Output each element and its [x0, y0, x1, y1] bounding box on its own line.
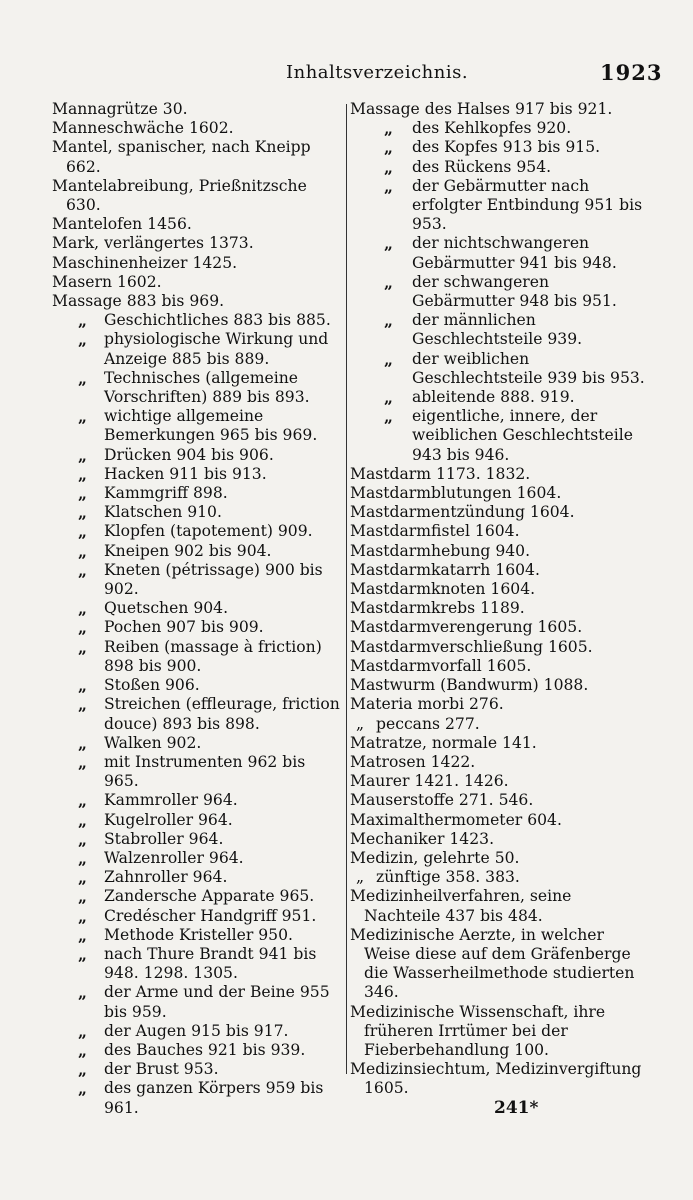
index-subentry-text: der Brust 953. [104, 1060, 219, 1079]
index-subentry [350, 350, 650, 388]
running-head [0, 60, 693, 88]
index-entry: Mantelofen 1456. [52, 215, 192, 234]
ditto-mark: „ [78, 1060, 87, 1080]
index-entry: Medizinsiechtum, Medizinvergiftung 1605. [350, 1060, 642, 1098]
ditto-mark: „ [78, 848, 87, 868]
ditto-mark: „ [356, 868, 365, 887]
index-subentry-text: Klatschen 910. [104, 503, 222, 522]
index-entry: Mastdarmverengerung 1605. [350, 618, 583, 637]
index-entry: Medizin, gelehrte 50. [350, 848, 520, 867]
index-subentry-text: des Bauches 921 bis 939. [104, 1040, 306, 1059]
ditto-mark: „ [384, 176, 393, 196]
index-subentry [52, 1079, 342, 1117]
index-subentry-text: Kneten (pétrissage) 900 bis 902. [104, 560, 323, 599]
index-subentry [52, 734, 342, 753]
index-subentry [52, 465, 342, 484]
ditto-mark: „ [78, 695, 87, 715]
ditto-mark: „ [78, 1079, 87, 1099]
ditto-mark: „ [78, 944, 87, 964]
index-subentry [52, 1022, 342, 1041]
ditto-mark: „ [78, 733, 87, 753]
ditto-mark: „ [78, 407, 87, 427]
index-subentry [350, 234, 650, 272]
index-subentry [350, 273, 650, 311]
index-subentry-text: der weiblichen Geschlechtsteile 939 bis 953. [412, 349, 645, 387]
index-entry: Mastdarmkrebs 1189. [350, 599, 525, 618]
ditto-mark: „ [78, 637, 87, 657]
ditto-mark: „ [78, 445, 87, 465]
index-subentry-text: des ganzen Körpers 959 bis 961. [104, 1079, 324, 1117]
signature-mark: 241* [494, 1098, 539, 1118]
ditto-mark: „ [78, 522, 87, 542]
ditto-mark: „ [78, 599, 87, 619]
ditto-mark: „ [78, 560, 87, 580]
index-entry: Medizinische Aerzte, in welcher Weise diese auf dem Gräfenberge die Wasserheilmethode studierten 346. [350, 925, 635, 1002]
index-subentry-text: der nichtschwangeren Gebärmutter 941 bis 948. [412, 234, 617, 272]
ditto-mark: „ [78, 1040, 87, 1060]
index-entry: Matratze, normale 141. [350, 733, 537, 752]
ditto-mark: „ [356, 714, 365, 733]
index-subentry [52, 638, 342, 676]
index-subentry-text: Geschichtliches 883 bis 885. [104, 311, 331, 330]
ditto-mark: „ [384, 349, 393, 369]
ditto-mark: „ [78, 906, 87, 926]
index-subentry-text: Credéscher Handgriff 951. [104, 906, 317, 925]
index-subentry-text: der Gebärmutter nach erfolgter Entbindung 951 bis 953. [412, 176, 643, 234]
index-subentry-text: mit Instrumenten 962 bis 965. [104, 752, 306, 791]
index-subentry [350, 138, 650, 157]
index-subentry-text: Walzenroller 964. [104, 848, 244, 867]
index-subentry [350, 715, 650, 734]
index-subentry-text: Zandersche Apparate 965. [104, 887, 315, 906]
index-subentry [52, 330, 342, 368]
index-entry: Medizinische Wissenschaft, ihre früheren Irrtümer bei der Fieberbehandlung 100. [350, 1002, 606, 1059]
ditto-mark: „ [384, 272, 393, 292]
ditto-mark: „ [78, 676, 87, 696]
index-entry: Matrosen 1422. [350, 752, 476, 771]
ditto-mark: „ [78, 829, 87, 849]
index-subentry [52, 811, 342, 830]
index-subentry [52, 369, 342, 407]
index-subentry-text: der männlichen Geschlechtsteile 939. [412, 311, 583, 349]
index-subentry-text: peccans 277. [376, 714, 480, 733]
index-entry: Mastdarmblutungen 1604. [350, 484, 562, 503]
index-entry: Materia morbi 276. [350, 695, 504, 714]
ditto-mark: „ [78, 618, 87, 638]
right-column [350, 100, 650, 1099]
ditto-mark: „ [78, 752, 87, 772]
index-subentry [52, 695, 342, 733]
index-subentry [52, 1060, 342, 1079]
index-subentry-text: Kugelroller 964. [104, 810, 233, 829]
index-subentry [52, 926, 342, 945]
index-subentry [52, 484, 342, 503]
ditto-mark: „ [384, 311, 393, 331]
index-entry: Maximalthermometer 604. [350, 810, 562, 829]
ditto-mark: „ [384, 119, 393, 139]
index-entry: Maurer 1421. 1426. [350, 772, 509, 791]
index-subentry-text: Hacken 911 bis 913. [104, 464, 267, 483]
index-entry: Mastdarmentzündung 1604. [350, 503, 575, 522]
index-subentry-text: der schwangeren Gebärmutter 948 bis 951. [412, 272, 617, 311]
index-subentry-text: Klopfen (tapotement) 909. [104, 522, 313, 541]
index-entry: Massage 883 bis 969. [52, 292, 225, 311]
ditto-mark: „ [78, 868, 87, 888]
index-subentry [52, 542, 342, 561]
index-subentry-text: Stoßen 906. [104, 676, 200, 695]
index-subentry-text: Methode Kristeller 950. [104, 925, 293, 944]
ditto-mark: „ [384, 388, 393, 408]
ditto-mark: „ [78, 925, 87, 945]
ditto-mark: „ [78, 983, 87, 1003]
index-subentry [52, 446, 342, 465]
index-subentry-text: Drücken 904 bis 906. [104, 445, 274, 464]
index-entry: Mark, verlängertes 1373. [52, 234, 254, 253]
index-subentry [52, 849, 342, 868]
index-subentry-text: Reiben (massage à friction) 898 bis 900. [104, 637, 322, 675]
index-subentry [350, 407, 650, 465]
index-subentry-text: wichtige allgemeine Bemerkungen 965 bis 969. [104, 407, 318, 445]
index-subentry [52, 1041, 342, 1060]
index-subentry [52, 599, 342, 618]
index-subentry [52, 561, 342, 599]
index-subentry-text: des Rückens 954. [412, 157, 552, 176]
index-subentry-text: Walken 902. [104, 733, 202, 752]
ditto-mark: „ [78, 1021, 87, 1041]
index-subentry [52, 983, 342, 1021]
ditto-mark: „ [384, 138, 393, 158]
index-entry: Maschinenheizer 1425. [52, 253, 238, 272]
column-divider [346, 104, 347, 1074]
ditto-mark: „ [78, 484, 87, 504]
index-entry: Mastdarmknoten 1604. [350, 580, 536, 599]
ditto-mark: „ [78, 368, 87, 388]
index-subentry [52, 311, 342, 330]
index-entry: Manneschwäche 1602. [52, 119, 234, 138]
index-subentry-text: physiologische Wirkung und Anzeige 885 bis 889. [104, 330, 329, 368]
ditto-mark: „ [78, 810, 87, 830]
index-entry: Mastdarmverschließung 1605. [350, 637, 593, 656]
index-subentry [52, 407, 342, 445]
index-subentry [350, 158, 650, 177]
index-entry: Mastwurm (Bandwurm) 1088. [350, 676, 589, 695]
index-entry: Mastdarm 1173. 1832. [350, 464, 531, 483]
index-subentry-text: Kneipen 902 bis 904. [104, 541, 272, 560]
index-subentry-text: Zahnroller 964. [104, 868, 228, 887]
index-entry: Mastdarmhebung 940. [350, 541, 531, 560]
index-subentry-text: der Arme und der Beine 955 bis 959. [104, 983, 330, 1021]
index-subentry [52, 618, 342, 637]
page-number: 1923 [600, 60, 663, 85]
ditto-mark: „ [78, 311, 87, 331]
index-subentry-text: der Augen 915 bis 917. [104, 1021, 289, 1040]
index-entry: Mastdarmkatarrh 1604. [350, 560, 540, 579]
ditto-mark: „ [78, 464, 87, 484]
index-subentry-text: Stabroller 964. [104, 829, 224, 848]
index-entry: Medizinheilverfahren, seine Nachteile 437 bis 484. [350, 887, 572, 925]
ditto-mark: „ [78, 887, 87, 907]
index-subentry-text: nach Thure Brandt 941 bis 948. 1298. 1305. [104, 944, 317, 983]
index-subentry-text: Quetschen 904. [104, 599, 229, 618]
index-subentry [350, 868, 650, 887]
ditto-mark: „ [384, 234, 393, 254]
index-subentry [52, 830, 342, 849]
index-subentry [350, 388, 650, 407]
index-entry: Mechaniker 1423. [350, 829, 495, 848]
index-subentry-text: Kammroller 964. [104, 791, 238, 810]
index-subentry-text: eigentliche, innere, der weiblichen Geschlechtsteile 943 bis 946. [412, 407, 633, 464]
index-subentry [52, 907, 342, 926]
index-subentry-text: des Kehlkopfes 920. [412, 119, 572, 138]
index-subentry-text: Kammgriff 898. [104, 484, 228, 503]
index-subentry [350, 177, 650, 235]
index-entry: Mastdarmvorfall 1605. [350, 656, 532, 675]
ditto-mark: „ [78, 503, 87, 523]
index-subentry-text: Pochen 907 bis 909. [104, 618, 264, 637]
index-subentry [52, 791, 342, 810]
index-subentry-text: Streichen (effleurage, friction douce) 893 bis 898. [104, 695, 340, 733]
index-subentry [52, 522, 342, 541]
index-subentry [52, 887, 342, 906]
index-subentry-text: Technisches (allgemeine Vorschriften) 889 bis 893. [104, 368, 310, 407]
index-subentry-text: ableitende 888. 919. [412, 388, 575, 407]
ditto-mark: „ [78, 541, 87, 561]
index-subentry [52, 676, 342, 695]
index-entry: Mastdarmfistel 1604. [350, 522, 520, 541]
index-entry: Masern 1602. [52, 272, 162, 291]
index-entry: Mantelabreibung, Prießnitzsche 630. [52, 176, 307, 215]
ditto-mark: „ [384, 157, 393, 177]
index-subentry [52, 868, 342, 887]
index-entry: Mauserstoffe 271. 546. [350, 791, 534, 810]
ditto-mark: „ [78, 330, 87, 350]
index-entry: Massage des Halses 917 bis 921. [350, 100, 613, 118]
index-subentry [350, 311, 650, 349]
index-subentry [350, 119, 650, 138]
index-subentry-text: zünftige 358. 383. [376, 868, 520, 887]
index-subentry [52, 753, 342, 791]
left-column [52, 100, 342, 1118]
ditto-mark: „ [384, 407, 393, 427]
index-subentry-text: des Kopfes 913 bis 915. [412, 138, 601, 157]
index-entry: Mannagrütze 30. [52, 100, 188, 118]
index-entry: Mantel, spanischer, nach Kneipp 662. [52, 138, 311, 176]
index-subentry [52, 945, 342, 983]
index-subentry [52, 503, 342, 522]
ditto-mark: „ [78, 791, 87, 811]
page-title: Inhaltsverzeichnis. [286, 62, 469, 83]
